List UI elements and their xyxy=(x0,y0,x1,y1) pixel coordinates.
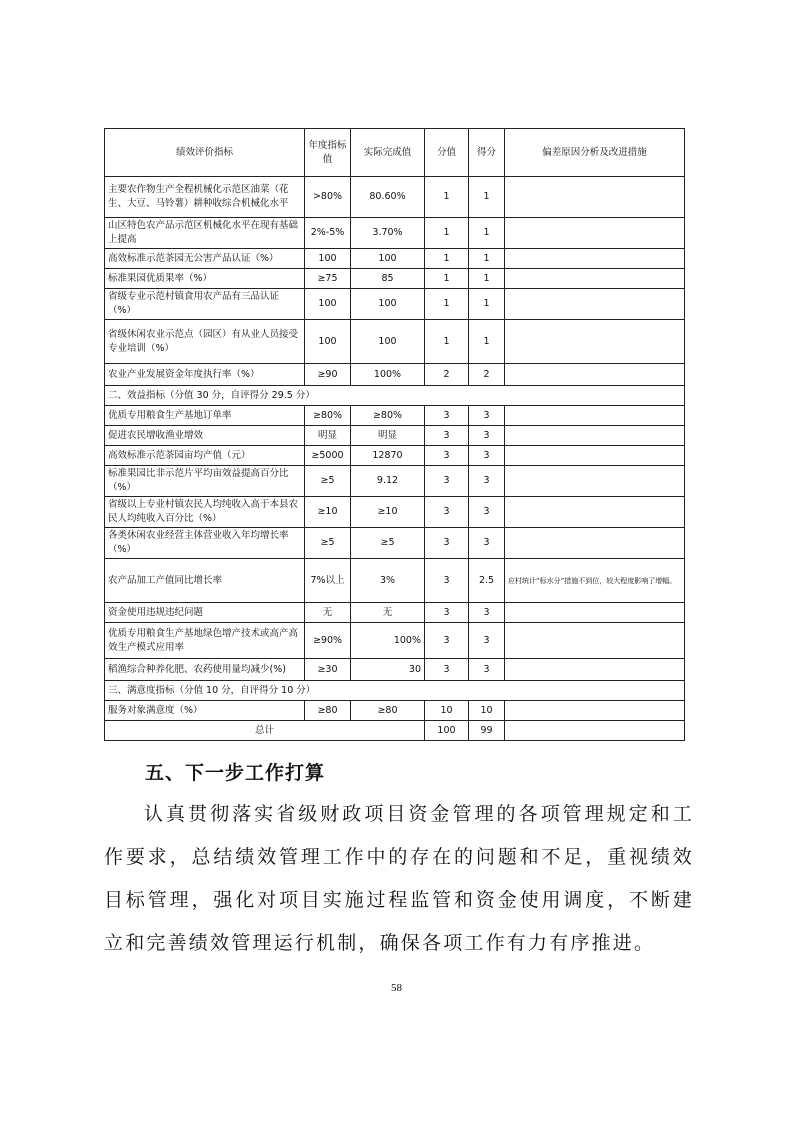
cell-target: ≥80% xyxy=(305,406,351,426)
cell-target: ≥75 xyxy=(305,269,351,289)
section-row xyxy=(105,386,685,406)
cell-target: ≥5 xyxy=(305,528,351,559)
cell-analysis xyxy=(505,701,685,721)
cell-score: 3 xyxy=(425,406,469,426)
cell-earned: 2 xyxy=(469,364,505,386)
table-row xyxy=(105,528,685,559)
cell-actual: ≥10 xyxy=(351,497,425,528)
cell-earned: 2.5 xyxy=(469,559,505,603)
cell-target: 无 xyxy=(305,603,351,623)
cell-earned: 3 xyxy=(469,466,505,497)
cell-indicator: 省级专业示范村镇食用农产品有三品认证（%） xyxy=(105,289,305,320)
satisfaction-indicator-rows xyxy=(105,701,685,721)
section-benefit-label: 二、效益指标（分值 30 分，自评得分 29.5 分） xyxy=(105,386,685,406)
cell-indicator: 主要农作物生产全程机械化示范区油菜（花生、大豆、马铃薯）耕种收综合机械化水平 xyxy=(105,177,305,218)
cell-actual: 12870 xyxy=(351,446,425,466)
cell-indicator: 高效标准示范茶园亩均产值（元） xyxy=(105,446,305,466)
cell-earned: 3 xyxy=(469,623,505,659)
cell-analysis xyxy=(505,406,685,426)
cell-target: ≥80 xyxy=(305,701,351,721)
cell-analysis: 应村统计“标水分”措施不到位，较大程度影响了增幅。 xyxy=(505,559,685,603)
section-heading: 五、下一步工作打算 xyxy=(145,762,326,784)
cell-actual: 100 xyxy=(351,249,425,269)
header-score: 分值 xyxy=(425,129,469,177)
cell-target: 100 xyxy=(305,289,351,320)
cell-score: 3 xyxy=(425,466,469,497)
cell-indicator: 省级以上专业村镇农民人均纯收入高于本县农民人均纯收入百分比（%） xyxy=(105,497,305,528)
cell-target: 100 xyxy=(305,320,351,364)
cell-indicator: 促进农民增收渔业增效 xyxy=(105,426,305,446)
cell-target: >80% xyxy=(305,177,351,218)
cell-indicator: 服务对象满意度（%） xyxy=(105,701,305,721)
cell-earned: 3 xyxy=(469,528,505,559)
cell-analysis xyxy=(505,177,685,218)
cell-analysis xyxy=(505,218,685,249)
cell-analysis xyxy=(505,528,685,559)
cell-actual: 85 xyxy=(351,269,425,289)
cell-actual: 3% xyxy=(351,559,425,603)
section-satisfaction-label: 三、满意度指标（分值 10 分，自评得分 10 分） xyxy=(105,681,685,701)
table-row xyxy=(105,446,685,466)
cell-actual: 9.12 xyxy=(351,466,425,497)
cell-earned: 10 xyxy=(469,701,505,721)
cell-analysis xyxy=(505,659,685,681)
cell-score: 1 xyxy=(425,218,469,249)
table-row xyxy=(105,249,685,269)
cell-score: 1 xyxy=(425,320,469,364)
total-earned: 99 xyxy=(469,721,505,741)
cell-actual: 100% xyxy=(351,623,425,659)
cell-analysis xyxy=(505,426,685,446)
cell-earned: 1 xyxy=(469,289,505,320)
cell-analysis xyxy=(505,289,685,320)
table-row xyxy=(105,320,685,364)
cell-target: ≥5000 xyxy=(305,446,351,466)
cell-score: 1 xyxy=(425,249,469,269)
cell-score: 3 xyxy=(425,497,469,528)
total-score: 100 xyxy=(425,721,469,741)
cell-indicator: 稻渔综合种养化肥、农药使用量均减少(%) xyxy=(105,659,305,681)
cell-earned: 3 xyxy=(469,406,505,426)
cell-indicator: 优质专用粮食生产基地绿色增产技术或高产高效生产模式应用率 xyxy=(105,623,305,659)
cell-target: 2%-5% xyxy=(305,218,351,249)
cell-earned: 3 xyxy=(469,659,505,681)
total-row xyxy=(105,721,685,741)
cell-earned: 1 xyxy=(469,218,505,249)
table-row xyxy=(105,364,685,386)
cell-indicator: 农业产业发展资金年度执行率（%） xyxy=(105,364,305,386)
cell-target: 明显 xyxy=(305,426,351,446)
cell-actual: ≥80 xyxy=(351,701,425,721)
cell-indicator: 标准果园优质果率（%） xyxy=(105,269,305,289)
table-row xyxy=(105,177,685,218)
cell-target: 7%以上 xyxy=(305,559,351,603)
performance-table xyxy=(104,128,685,741)
cell-earned: 3 xyxy=(469,446,505,466)
cell-actual: 80.60% xyxy=(351,177,425,218)
cell-earned: 1 xyxy=(469,320,505,364)
cell-earned: 1 xyxy=(469,249,505,269)
page-number: 58 xyxy=(391,982,402,994)
cell-score: 3 xyxy=(425,623,469,659)
cell-score: 3 xyxy=(425,659,469,681)
cell-earned: 1 xyxy=(469,177,505,218)
cell-analysis xyxy=(505,364,685,386)
table-row xyxy=(105,466,685,497)
cell-score: 1 xyxy=(425,177,469,218)
cell-analysis xyxy=(505,466,685,497)
header-indicator: 绩效评价指标 xyxy=(105,129,305,177)
cell-analysis xyxy=(505,320,685,364)
cell-actual: ≥80% xyxy=(351,406,425,426)
cell-analysis xyxy=(505,269,685,289)
cell-indicator: 优质专用粮食生产基地订单率 xyxy=(105,406,305,426)
cell-target: ≥10 xyxy=(305,497,351,528)
cell-indicator: 标准果园比非示范片平均亩效益提高百分比（%） xyxy=(105,466,305,497)
cell-indicator: 省级休闲农业示范点（园区）有从业人员接受专业培训（%） xyxy=(105,320,305,364)
table-row xyxy=(105,559,685,603)
table-row xyxy=(105,603,685,623)
cell-indicator: 资金使用违规违纪问题 xyxy=(105,603,305,623)
cell-score: 10 xyxy=(425,701,469,721)
table-row xyxy=(105,497,685,528)
cell-analysis xyxy=(505,249,685,269)
section-row xyxy=(105,681,685,701)
cell-indicator: 农产品加工产值同比增长率 xyxy=(105,559,305,603)
total-note xyxy=(505,721,685,741)
cell-target: ≥90 xyxy=(305,364,351,386)
benefit-indicator-rows xyxy=(105,406,685,681)
cell-actual: 明显 xyxy=(351,426,425,446)
cell-actual: 100% xyxy=(351,364,425,386)
cell-analysis xyxy=(505,623,685,659)
table-row xyxy=(105,289,685,320)
cell-actual: 100 xyxy=(351,289,425,320)
header-actual: 实际完成值 xyxy=(351,129,425,177)
cell-score: 1 xyxy=(425,289,469,320)
cell-score: 3 xyxy=(425,603,469,623)
cell-earned: 3 xyxy=(469,426,505,446)
table-row xyxy=(105,218,685,249)
cell-score: 3 xyxy=(425,559,469,603)
cell-analysis xyxy=(505,446,685,466)
cell-actual: ≥5 xyxy=(351,528,425,559)
header-analysis: 偏差原因分析及改进措施 xyxy=(505,129,685,177)
cell-earned: 3 xyxy=(469,497,505,528)
table-row xyxy=(105,623,685,659)
table-header-row xyxy=(105,129,685,177)
table-row xyxy=(105,269,685,289)
header-earned: 得分 xyxy=(469,129,505,177)
cell-score: 3 xyxy=(425,426,469,446)
cell-target: ≥30 xyxy=(305,659,351,681)
cell-actual: 100 xyxy=(351,320,425,364)
cell-indicator: 高效标准示范茶园无公害产品认证（%） xyxy=(105,249,305,269)
cell-analysis xyxy=(505,497,685,528)
table-row xyxy=(105,406,685,426)
cell-actual: 3.70% xyxy=(351,218,425,249)
table-row xyxy=(105,701,685,721)
cell-target: 100 xyxy=(305,249,351,269)
table-row xyxy=(105,659,685,681)
output-indicator-rows xyxy=(105,177,685,386)
cell-score: 3 xyxy=(425,528,469,559)
cell-score: 3 xyxy=(425,446,469,466)
cell-earned: 1 xyxy=(469,269,505,289)
cell-analysis xyxy=(505,603,685,623)
cell-earned: 3 xyxy=(469,603,505,623)
cell-indicator: 山区特色农产品示范区机械化水平在现有基础上提高 xyxy=(105,218,305,249)
cell-target: ≥5 xyxy=(305,466,351,497)
cell-indicator: 各类休闲农业经营主体营业收入年均增长率（%） xyxy=(105,528,305,559)
cell-target: ≥90% xyxy=(305,623,351,659)
table-row xyxy=(105,426,685,446)
cell-actual: 无 xyxy=(351,603,425,623)
cell-actual: 30 xyxy=(351,659,425,681)
cell-score: 2 xyxy=(425,364,469,386)
cell-score: 1 xyxy=(425,269,469,289)
header-target: 年度指标值 xyxy=(305,129,351,177)
body-paragraph: 认真贯彻落实省级财政项目资金管理的各项管理规定和工作要求，总结绩效管理工作中的存在的问题和不足，重视绩效目标管理，强化对项目实施过程监管和资金使用调度，不断建立和完善绩效管理运行机制，确保各项工作有力有序推进。 xyxy=(104,803,694,954)
total-label: 总计 xyxy=(105,721,425,741)
